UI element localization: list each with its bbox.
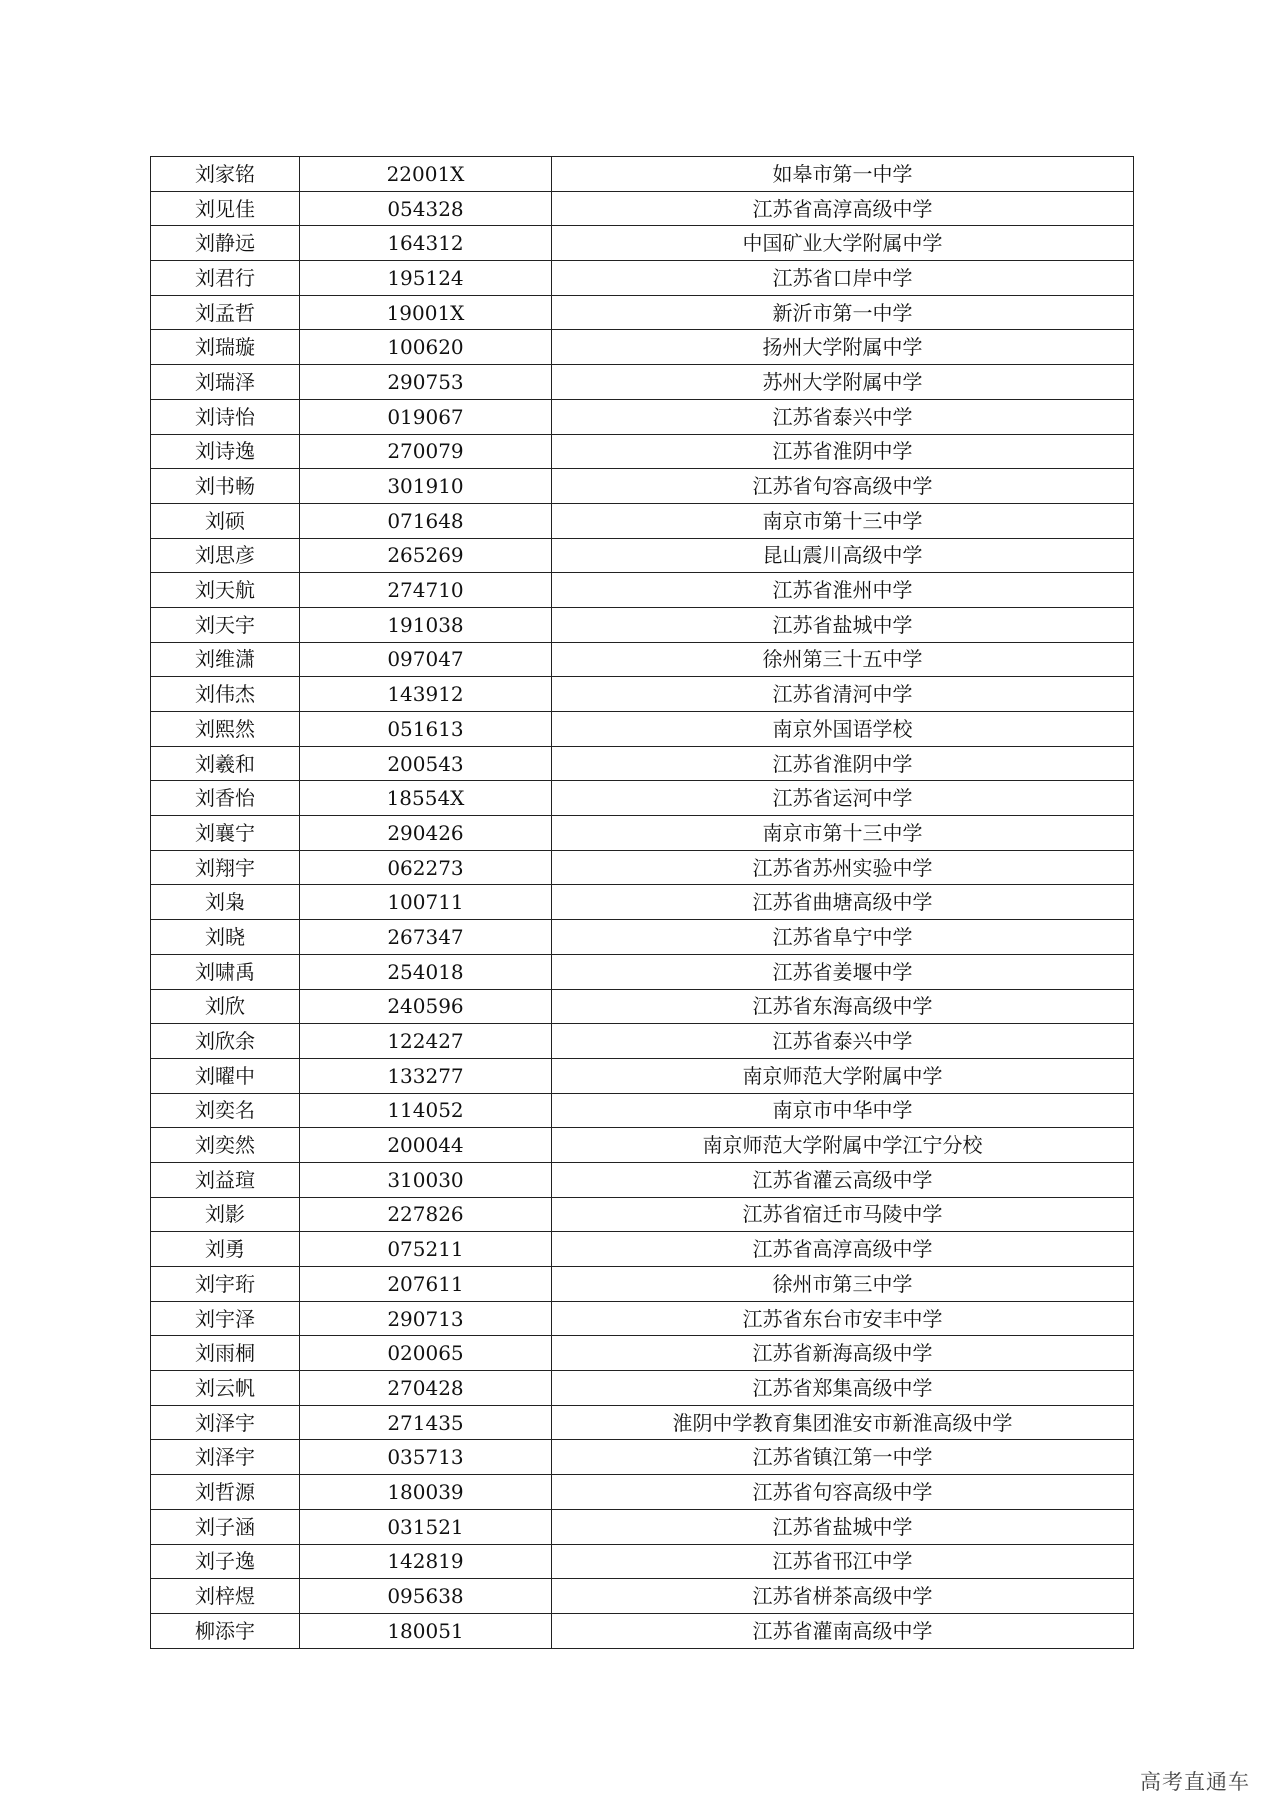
student-name-cell: 刘哲源 [151,1475,300,1510]
table-row [151,1371,1134,1406]
table-row [151,1544,1134,1579]
table-row [151,1058,1134,1093]
school-cell: 江苏省清河中学 [552,677,1134,712]
table-row [151,573,1134,608]
student-id-cell: 270428 [300,1371,552,1406]
student-name-cell: 刘云帆 [151,1371,300,1406]
school-cell: 江苏省句容高级中学 [552,1475,1134,1510]
table-row [151,157,1134,192]
student-id-cell: 274710 [300,573,552,608]
table-row [151,295,1134,330]
table-row [151,1267,1134,1302]
student-name-cell: 刘泽宇 [151,1405,300,1440]
student-name-cell: 刘羲和 [151,746,300,781]
student-id-cell: 114052 [300,1093,552,1128]
table-row [151,677,1134,712]
table-row [151,1128,1134,1163]
student-name-cell: 刘见佳 [151,191,300,226]
school-cell: 江苏省淮阴中学 [552,434,1134,469]
school-cell: 南京市第十三中学 [552,503,1134,538]
student-name-cell: 刘伟杰 [151,677,300,712]
student-id-cell: 071648 [300,503,552,538]
student-id-cell: 200044 [300,1128,552,1163]
student-name-cell: 刘家铭 [151,157,300,192]
school-cell: 如皋市第一中学 [552,157,1134,192]
school-cell: 江苏省邗江中学 [552,1544,1134,1579]
table-row [151,1197,1134,1232]
table-row [151,330,1134,365]
student-name-cell: 刘天航 [151,573,300,608]
student-id-cell: 164312 [300,226,552,261]
student-name-cell: 刘天宇 [151,607,300,642]
student-id-cell: 290426 [300,816,552,851]
student-name-cell: 刘泽宇 [151,1440,300,1475]
student-id-cell: 270079 [300,434,552,469]
student-name-cell: 刘影 [151,1197,300,1232]
table-row [151,1232,1134,1267]
student-name-cell: 刘香怡 [151,781,300,816]
student-name-cell: 刘诗怡 [151,399,300,434]
school-cell: 昆山震川高级中学 [552,538,1134,573]
table-row [151,365,1134,400]
school-cell: 江苏省曲塘高级中学 [552,885,1134,920]
student-id-cell: 100711 [300,885,552,920]
school-cell: 江苏省郑集高级中学 [552,1371,1134,1406]
student-name-cell: 刘宇珩 [151,1267,300,1302]
school-cell: 江苏省灌云高级中学 [552,1162,1134,1197]
student-name-cell: 刘书畅 [151,469,300,504]
school-cell: 南京市第十三中学 [552,816,1134,851]
school-cell: 江苏省淮阴中学 [552,746,1134,781]
table-row [151,261,1134,296]
student-name-cell: 刘孟哲 [151,295,300,330]
student-name-cell: 刘宇泽 [151,1301,300,1336]
school-cell: 江苏省灌南高级中学 [552,1613,1134,1648]
student-name-cell: 柳添宇 [151,1613,300,1648]
student-id-cell: 290753 [300,365,552,400]
school-cell: 苏州大学附属中学 [552,365,1134,400]
table-row [151,850,1134,885]
student-id-cell: 267347 [300,920,552,955]
student-name-cell: 刘维潇 [151,642,300,677]
student-id-cell: 310030 [300,1162,552,1197]
school-cell: 江苏省阜宁中学 [552,920,1134,955]
table-row [151,1093,1134,1128]
school-cell: 江苏省高淳高级中学 [552,1232,1134,1267]
student-id-cell: 18554X [300,781,552,816]
school-cell: 江苏省口岸中学 [552,261,1134,296]
table-row [151,642,1134,677]
student-id-cell: 19001X [300,295,552,330]
school-cell: 江苏省句容高级中学 [552,469,1134,504]
table-row [151,469,1134,504]
student-id-cell: 035713 [300,1440,552,1475]
student-id-cell: 265269 [300,538,552,573]
school-cell: 江苏省盐城中学 [552,607,1134,642]
student-name-cell: 刘翔宇 [151,850,300,885]
school-cell: 南京外国语学校 [552,712,1134,747]
watermark: 高考直通车 [1140,1770,1250,1794]
student-id-cell: 075211 [300,1232,552,1267]
student-name-cell: 刘子涵 [151,1509,300,1544]
table-row [151,607,1134,642]
school-cell: 江苏省栟茶高级中学 [552,1579,1134,1614]
table-row [151,954,1134,989]
student-id-cell: 301910 [300,469,552,504]
student-id-cell: 019067 [300,399,552,434]
student-name-cell: 刘诗逸 [151,434,300,469]
school-cell: 徐州第三十五中学 [552,642,1134,677]
student-id-cell: 180051 [300,1613,552,1648]
roster-table [150,156,1134,1649]
school-cell: 江苏省泰兴中学 [552,1024,1134,1059]
school-cell: 江苏省新海高级中学 [552,1336,1134,1371]
school-cell: 新沂市第一中学 [552,295,1134,330]
student-name-cell: 刘硕 [151,503,300,538]
student-id-cell: 180039 [300,1475,552,1510]
school-cell: 江苏省东海高级中学 [552,989,1134,1024]
student-id-cell: 142819 [300,1544,552,1579]
table-row [151,920,1134,955]
student-name-cell: 刘啸禹 [151,954,300,989]
table-row [151,1336,1134,1371]
student-name-cell: 刘熙然 [151,712,300,747]
student-id-cell: 051613 [300,712,552,747]
student-name-cell: 刘欣 [151,989,300,1024]
school-cell: 江苏省苏州实验中学 [552,850,1134,885]
table-row [151,1024,1134,1059]
student-name-cell: 刘梓煜 [151,1579,300,1614]
table-row [151,1613,1134,1648]
school-cell: 江苏省宿迁市马陵中学 [552,1197,1134,1232]
school-cell: 江苏省东台市安丰中学 [552,1301,1134,1336]
student-id-cell: 195124 [300,261,552,296]
table-row [151,816,1134,851]
student-id-cell: 095638 [300,1579,552,1614]
student-name-cell: 刘静远 [151,226,300,261]
student-id-cell: 054328 [300,191,552,226]
student-id-cell: 031521 [300,1509,552,1544]
table-row [151,434,1134,469]
table-row [151,538,1134,573]
student-id-cell: 133277 [300,1058,552,1093]
student-name-cell: 刘晓 [151,920,300,955]
school-cell: 江苏省盐城中学 [552,1509,1134,1544]
table-row [151,1162,1134,1197]
student-id-cell: 200543 [300,746,552,781]
school-cell: 江苏省姜堰中学 [552,954,1134,989]
student-name-cell: 刘子逸 [151,1544,300,1579]
student-id-cell: 22001X [300,157,552,192]
student-id-cell: 254018 [300,954,552,989]
table-row [151,1509,1134,1544]
student-name-cell: 刘思彦 [151,538,300,573]
table-row [151,781,1134,816]
student-id-cell: 227826 [300,1197,552,1232]
table-row [151,1405,1134,1440]
student-name-cell: 刘奕然 [151,1128,300,1163]
student-name-cell: 刘瑞璇 [151,330,300,365]
student-id-cell: 191038 [300,607,552,642]
table-row [151,399,1134,434]
student-id-cell: 097047 [300,642,552,677]
student-name-cell: 刘枭 [151,885,300,920]
school-cell: 江苏省淮州中学 [552,573,1134,608]
student-id-cell: 062273 [300,850,552,885]
school-cell: 江苏省镇江第一中学 [552,1440,1134,1475]
student-name-cell: 刘益瑄 [151,1162,300,1197]
table-row [151,503,1134,538]
school-cell: 徐州市第三中学 [552,1267,1134,1302]
student-name-cell: 刘欣余 [151,1024,300,1059]
student-name-cell: 刘奕名 [151,1093,300,1128]
student-id-cell: 290713 [300,1301,552,1336]
table-row [151,1579,1134,1614]
table-row [151,1475,1134,1510]
student-id-cell: 100620 [300,330,552,365]
student-id-cell: 143912 [300,677,552,712]
table-row [151,712,1134,747]
school-cell: 淮阴中学教育集团淮安市新淮高级中学 [552,1405,1134,1440]
roster-table-body [151,157,1134,1649]
student-name-cell: 刘勇 [151,1232,300,1267]
school-cell: 中国矿业大学附属中学 [552,226,1134,261]
school-cell: 江苏省泰兴中学 [552,399,1134,434]
table-row [151,1301,1134,1336]
student-id-cell: 207611 [300,1267,552,1302]
school-cell: 江苏省运河中学 [552,781,1134,816]
school-cell: 江苏省高淳高级中学 [552,191,1134,226]
table-row [151,191,1134,226]
student-name-cell: 刘襄宁 [151,816,300,851]
school-cell: 扬州大学附属中学 [552,330,1134,365]
student-id-cell: 122427 [300,1024,552,1059]
student-name-cell: 刘雨桐 [151,1336,300,1371]
table-row [151,1440,1134,1475]
table-row [151,746,1134,781]
table-row [151,885,1134,920]
table-row [151,989,1134,1024]
table-row [151,226,1134,261]
student-id-cell: 271435 [300,1405,552,1440]
student-name-cell: 刘君行 [151,261,300,296]
school-cell: 南京市中华中学 [552,1093,1134,1128]
student-name-cell: 刘曜中 [151,1058,300,1093]
student-name-cell: 刘瑞泽 [151,365,300,400]
student-id-cell: 240596 [300,989,552,1024]
school-cell: 南京师范大学附属中学江宁分校 [552,1128,1134,1163]
school-cell: 南京师范大学附属中学 [552,1058,1134,1093]
student-id-cell: 020065 [300,1336,552,1371]
